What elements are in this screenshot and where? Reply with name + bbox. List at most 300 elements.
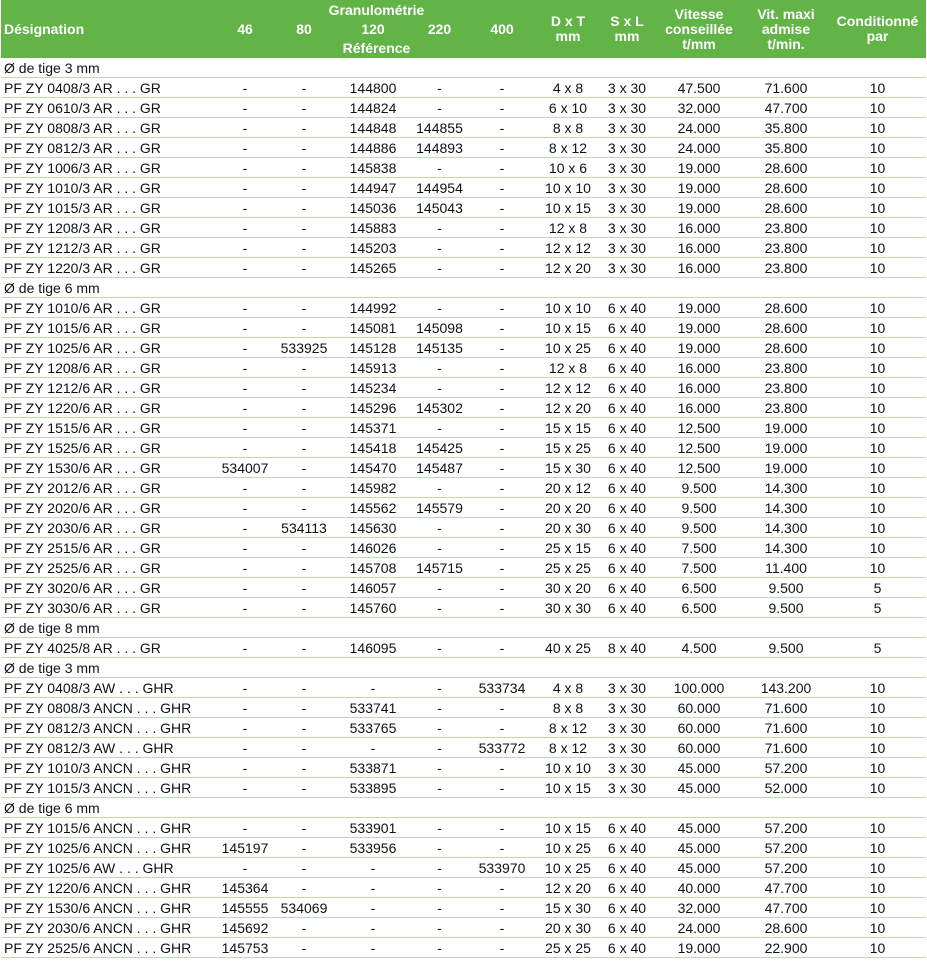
table-row	[1, 78, 926, 98]
cell-sxl: 3 x 30	[599, 778, 655, 798]
cell-conditionnement: 10	[829, 858, 926, 878]
table-row	[1, 898, 926, 918]
cell-vitesse: 47.500	[655, 78, 743, 98]
cell-conditionnement: 10	[829, 678, 926, 698]
cell-grain-46: -	[216, 578, 274, 598]
table-row	[1, 238, 926, 258]
cell-designation: PF ZY 0812/3 AR . . . GR	[1, 138, 216, 158]
cell-sxl: 3 x 30	[599, 238, 655, 258]
cell-grain-120: 144992	[334, 298, 412, 318]
header-dxt: D x T mm	[537, 0, 599, 58]
cell-sxl: 3 x 30	[599, 258, 655, 278]
cell-designation: PF ZY 0408/3 AW . . . GHR	[1, 678, 216, 698]
cell-vit-maxi: 35.800	[743, 138, 829, 158]
table-row	[1, 178, 926, 198]
cell-grain-220: -	[412, 98, 467, 118]
cell-grain-120: -	[334, 918, 412, 938]
cell-grain-400: -	[467, 238, 537, 258]
cell-vit-maxi: 22.900	[743, 938, 829, 958]
cell-grain-46: 145364	[216, 878, 274, 898]
cell-grain-80: -	[274, 78, 334, 98]
cell-sxl: 3 x 30	[599, 678, 655, 698]
cell-sxl: 6 x 40	[599, 478, 655, 498]
cell-grain-400: 533734	[467, 678, 537, 698]
cell-dxt: 25 x 25	[537, 938, 599, 958]
cell-sxl: 6 x 40	[599, 558, 655, 578]
cell-sxl: 6 x 40	[599, 838, 655, 858]
cell-grain-46: 145197	[216, 838, 274, 858]
cell-vitesse: 45.000	[655, 758, 743, 778]
cell-conditionnement: 10	[829, 818, 926, 838]
cell-vitesse: 19.000	[655, 158, 743, 178]
cell-vit-maxi: 28.600	[743, 198, 829, 218]
cell-vitesse: 19.000	[655, 338, 743, 358]
cell-dxt: 12 x 8	[537, 358, 599, 378]
cell-grain-80: -	[274, 378, 334, 398]
cell-grain-46: -	[216, 338, 274, 358]
cell-grain-400: -	[467, 538, 537, 558]
cell-conditionnement: 10	[829, 258, 926, 278]
cell-grain-80: -	[274, 498, 334, 518]
cell-grain-220: 145302	[412, 398, 467, 418]
cell-grain-46: -	[216, 98, 274, 118]
cell-grain-80: -	[274, 558, 334, 578]
cell-conditionnement: 10	[829, 838, 926, 858]
cell-grain-120: 145371	[334, 418, 412, 438]
cell-grain-220: -	[412, 918, 467, 938]
cell-grain-220: -	[412, 878, 467, 898]
cell-sxl: 3 x 30	[599, 158, 655, 178]
cell-conditionnement: 10	[829, 378, 926, 398]
cell-vitesse: 24.000	[655, 918, 743, 938]
cell-sxl: 6 x 40	[599, 918, 655, 938]
cell-designation: PF ZY 3030/6 AR . . . GR	[1, 598, 216, 618]
cell-designation: PF ZY 1015/3 AR . . . GR	[1, 198, 216, 218]
cell-vit-maxi: 57.200	[743, 818, 829, 838]
cell-conditionnement: 5	[829, 638, 926, 658]
cell-designation: PF ZY 2515/6 AR . . . GR	[1, 538, 216, 558]
cell-dxt: 8 x 12	[537, 718, 599, 738]
cell-grain-120: 146095	[334, 638, 412, 658]
cell-vit-maxi: 143.200	[743, 678, 829, 698]
cell-designation: PF ZY 1212/3 AR . . . GR	[1, 238, 216, 258]
cell-vitesse: 16.000	[655, 358, 743, 378]
cell-grain-220: 144893	[412, 138, 467, 158]
cell-grain-46: -	[216, 638, 274, 658]
cell-grain-80: -	[274, 578, 334, 598]
cell-grain-400: -	[467, 818, 537, 838]
cell-grain-80: -	[274, 238, 334, 258]
table-row	[1, 698, 926, 718]
cell-grain-120: 145234	[334, 378, 412, 398]
table-row	[1, 198, 926, 218]
header-grain-80: 80	[274, 20, 334, 38]
cell-vit-maxi: 19.000	[743, 458, 829, 478]
cell-grain-220: -	[412, 758, 467, 778]
cell-sxl: 3 x 30	[599, 118, 655, 138]
cell-designation: PF ZY 1010/3 ANCN . . . GHR	[1, 758, 216, 778]
cell-designation: PF ZY 1220/3 AR . . . GR	[1, 258, 216, 278]
cell-grain-46: 145692	[216, 918, 274, 938]
header-grain-400: 400	[467, 20, 537, 38]
cell-grain-120: 145296	[334, 398, 412, 418]
cell-dxt: 10 x 25	[537, 838, 599, 858]
cell-designation: PF ZY 0812/3 AW . . . GHR	[1, 738, 216, 758]
cell-dxt: 20 x 12	[537, 478, 599, 498]
table-row	[1, 498, 926, 518]
cell-vitesse: 24.000	[655, 118, 743, 138]
table-row	[1, 378, 926, 398]
cell-vit-maxi: 57.200	[743, 758, 829, 778]
cell-grain-220: -	[412, 418, 467, 438]
cell-grain-80: -	[274, 738, 334, 758]
cell-vitesse: 60.000	[655, 698, 743, 718]
cell-vit-maxi: 23.800	[743, 378, 829, 398]
cell-grain-80: -	[274, 878, 334, 898]
cell-dxt: 25 x 15	[537, 538, 599, 558]
cell-grain-220: 145715	[412, 558, 467, 578]
cell-grain-220: 145579	[412, 498, 467, 518]
cell-vitesse: 7.500	[655, 538, 743, 558]
cell-grain-220: -	[412, 258, 467, 278]
table-row	[1, 778, 926, 798]
cell-grain-46: -	[216, 138, 274, 158]
cell-grain-46: -	[216, 178, 274, 198]
table-row	[1, 638, 926, 658]
header-designation: Désignation	[1, 0, 216, 58]
cell-grain-220: -	[412, 158, 467, 178]
cell-sxl: 6 x 40	[599, 438, 655, 458]
table-row	[1, 338, 926, 358]
cell-dxt: 20 x 30	[537, 518, 599, 538]
cell-grain-120: 533871	[334, 758, 412, 778]
cell-grain-400: 533772	[467, 738, 537, 758]
cell-vit-maxi: 23.800	[743, 218, 829, 238]
cell-grain-220: -	[412, 538, 467, 558]
cell-designation: PF ZY 1010/6 AR . . . GR	[1, 298, 216, 318]
cell-grain-46: -	[216, 398, 274, 418]
cell-grain-80: -	[274, 938, 334, 958]
section-title: Ø de tige 3 mm	[1, 658, 926, 678]
cell-designation: PF ZY 1010/3 AR . . . GR	[1, 178, 216, 198]
cell-grain-46: -	[216, 438, 274, 458]
cell-grain-220: -	[412, 778, 467, 798]
cell-grain-400: -	[467, 698, 537, 718]
cell-vitesse: 19.000	[655, 178, 743, 198]
cell-designation: PF ZY 1015/6 AR . . . GR	[1, 318, 216, 338]
table-row	[1, 478, 926, 498]
cell-vit-maxi: 71.600	[743, 698, 829, 718]
cell-designation: PF ZY 1530/6 AR . . . GR	[1, 458, 216, 478]
cell-grain-46: -	[216, 598, 274, 618]
cell-designation: PF ZY 1220/6 ANCN . . . GHR	[1, 878, 216, 898]
cell-grain-46: -	[216, 818, 274, 838]
header-reference: Référence	[216, 38, 537, 58]
cell-grain-220: -	[412, 698, 467, 718]
cell-grain-120: 533895	[334, 778, 412, 798]
cell-sxl: 6 x 40	[599, 598, 655, 618]
table-row	[1, 578, 926, 598]
cell-grain-120: 145265	[334, 258, 412, 278]
cell-grain-46: -	[216, 538, 274, 558]
cell-grain-46: -	[216, 118, 274, 138]
cell-grain-220: -	[412, 358, 467, 378]
section-header-row	[1, 278, 926, 298]
cell-sxl: 6 x 40	[599, 298, 655, 318]
cell-grain-46: -	[216, 698, 274, 718]
cell-designation: PF ZY 4025/8 AR . . . GR	[1, 638, 216, 658]
cell-grain-80: -	[274, 458, 334, 478]
cell-sxl: 6 x 40	[599, 418, 655, 438]
cell-conditionnement: 10	[829, 898, 926, 918]
table-row	[1, 258, 926, 278]
cell-sxl: 6 x 40	[599, 518, 655, 538]
cell-grain-400: -	[467, 338, 537, 358]
cell-dxt: 10 x 15	[537, 778, 599, 798]
cell-grain-400: -	[467, 318, 537, 338]
cell-grain-120: 145128	[334, 338, 412, 358]
cell-conditionnement: 10	[829, 138, 926, 158]
cell-vit-maxi: 52.000	[743, 778, 829, 798]
cell-grain-400: -	[467, 478, 537, 498]
cell-grain-80: -	[274, 838, 334, 858]
cell-grain-80: -	[274, 138, 334, 158]
cell-dxt: 8 x 12	[537, 738, 599, 758]
cell-vit-maxi: 47.700	[743, 898, 829, 918]
cell-conditionnement: 10	[829, 698, 926, 718]
cell-dxt: 4 x 8	[537, 678, 599, 698]
cell-grain-400: -	[467, 118, 537, 138]
cell-vit-maxi: 23.800	[743, 358, 829, 378]
cell-dxt: 40 x 25	[537, 638, 599, 658]
cell-vitesse: 45.000	[655, 778, 743, 798]
cell-vitesse: 16.000	[655, 378, 743, 398]
table-row	[1, 298, 926, 318]
cell-grain-400: -	[467, 218, 537, 238]
cell-conditionnement: 10	[829, 918, 926, 938]
cell-grain-220: -	[412, 218, 467, 238]
cell-sxl: 3 x 30	[599, 698, 655, 718]
cell-grain-400: -	[467, 938, 537, 958]
cell-sxl: 6 x 40	[599, 878, 655, 898]
cell-vit-maxi: 14.300	[743, 498, 829, 518]
cell-grain-120: 144800	[334, 78, 412, 98]
cell-grain-80: -	[274, 858, 334, 878]
section-title: Ø de tige 8 mm	[1, 618, 926, 638]
cell-designation: PF ZY 1530/6 ANCN . . . GHR	[1, 898, 216, 918]
cell-vit-maxi: 14.300	[743, 518, 829, 538]
cell-vitesse: 12.500	[655, 418, 743, 438]
cell-sxl: 6 x 40	[599, 498, 655, 518]
cell-conditionnement: 10	[829, 518, 926, 538]
cell-grain-46: 534007	[216, 458, 274, 478]
cell-grain-400: 533970	[467, 858, 537, 878]
cell-grain-80: -	[274, 818, 334, 838]
cell-grain-220: 145487	[412, 458, 467, 478]
cell-grain-80: -	[274, 598, 334, 618]
cell-conditionnement: 10	[829, 298, 926, 318]
cell-dxt: 6 x 10	[537, 98, 599, 118]
cell-grain-80: -	[274, 918, 334, 938]
cell-grain-120: 144886	[334, 138, 412, 158]
cell-grain-400: -	[467, 78, 537, 98]
table-row	[1, 918, 926, 938]
cell-conditionnement: 10	[829, 558, 926, 578]
table-row	[1, 558, 926, 578]
cell-grain-120: 145630	[334, 518, 412, 538]
cell-designation: PF ZY 1025/6 AW . . . GHR	[1, 858, 216, 878]
cell-grain-120: 145708	[334, 558, 412, 578]
cell-grain-80: 533925	[274, 338, 334, 358]
cell-vit-maxi: 28.600	[743, 298, 829, 318]
cell-grain-220: -	[412, 298, 467, 318]
cell-grain-46: 145753	[216, 938, 274, 958]
cell-grain-400: -	[467, 718, 537, 738]
cell-grain-46: -	[216, 518, 274, 538]
cell-designation: PF ZY 0808/3 ANCN . . . GHR	[1, 698, 216, 718]
cell-grain-80: -	[274, 118, 334, 138]
cell-dxt: 12 x 12	[537, 378, 599, 398]
cell-conditionnement: 10	[829, 178, 926, 198]
cell-vitesse: 60.000	[655, 718, 743, 738]
cell-conditionnement: 10	[829, 78, 926, 98]
cell-grain-120: -	[334, 678, 412, 698]
cell-grain-46: -	[216, 718, 274, 738]
cell-grain-80: -	[274, 678, 334, 698]
cell-conditionnement: 10	[829, 398, 926, 418]
cell-conditionnement: 10	[829, 358, 926, 378]
table-row	[1, 458, 926, 478]
cell-conditionnement: 5	[829, 598, 926, 618]
cell-grain-80: 534069	[274, 898, 334, 918]
cell-dxt: 10 x 15	[537, 818, 599, 838]
cell-vit-maxi: 47.700	[743, 98, 829, 118]
table-body	[1, 58, 926, 958]
table-row	[1, 418, 926, 438]
cell-grain-120: 145470	[334, 458, 412, 478]
cell-sxl: 6 x 40	[599, 398, 655, 418]
cell-grain-120: 144947	[334, 178, 412, 198]
cell-grain-80: -	[274, 398, 334, 418]
cell-conditionnement: 10	[829, 758, 926, 778]
cell-conditionnement: 10	[829, 318, 926, 338]
cell-grain-400: -	[467, 258, 537, 278]
cell-sxl: 6 x 40	[599, 338, 655, 358]
cell-sxl: 3 x 30	[599, 218, 655, 238]
cell-vit-maxi: 9.500	[743, 578, 829, 598]
cell-vitesse: 45.000	[655, 818, 743, 838]
section-title: Ø de tige 6 mm	[1, 798, 926, 818]
cell-conditionnement: 10	[829, 418, 926, 438]
cell-vit-maxi: 35.800	[743, 118, 829, 138]
cell-dxt: 20 x 30	[537, 918, 599, 938]
header-sxl: S x L mm	[599, 0, 655, 58]
cell-grain-80: -	[274, 318, 334, 338]
cell-grain-46: -	[216, 858, 274, 878]
cell-designation: PF ZY 1015/6 ANCN . . . GHR	[1, 818, 216, 838]
cell-vit-maxi: 57.200	[743, 838, 829, 858]
cell-conditionnement: 10	[829, 438, 926, 458]
cell-grain-120: 145418	[334, 438, 412, 458]
cell-grain-120: 145036	[334, 198, 412, 218]
cell-conditionnement: 10	[829, 158, 926, 178]
cell-vit-maxi: 19.000	[743, 438, 829, 458]
cell-dxt: 25 x 25	[537, 558, 599, 578]
cell-vit-maxi: 23.800	[743, 398, 829, 418]
cell-grain-120: 144824	[334, 98, 412, 118]
cell-grain-80: -	[274, 638, 334, 658]
cell-vitesse: 16.000	[655, 218, 743, 238]
cell-grain-120: 145883	[334, 218, 412, 238]
cell-grain-400: -	[467, 638, 537, 658]
cell-vitesse: 32.000	[655, 898, 743, 918]
cell-grain-46: -	[216, 738, 274, 758]
cell-grain-220: -	[412, 718, 467, 738]
cell-grain-80: -	[274, 298, 334, 318]
cell-dxt: 4 x 8	[537, 78, 599, 98]
cell-grain-46: -	[216, 158, 274, 178]
cell-grain-46: -	[216, 78, 274, 98]
cell-dxt: 10 x 15	[537, 318, 599, 338]
cell-vitesse: 60.000	[655, 738, 743, 758]
cell-conditionnement: 10	[829, 938, 926, 958]
section-header-row	[1, 58, 926, 78]
cell-vit-maxi: 19.000	[743, 418, 829, 438]
cell-vit-maxi: 9.500	[743, 638, 829, 658]
cell-grain-400: -	[467, 358, 537, 378]
cell-grain-220: 145043	[412, 198, 467, 218]
cell-designation: PF ZY 0808/3 AR . . . GR	[1, 118, 216, 138]
cell-vitesse: 32.000	[655, 98, 743, 118]
cell-dxt: 10 x 10	[537, 298, 599, 318]
cell-vit-maxi: 23.800	[743, 258, 829, 278]
cell-designation: PF ZY 1212/6 AR . . . GR	[1, 378, 216, 398]
cell-grain-400: -	[467, 458, 537, 478]
cell-sxl: 6 x 40	[599, 358, 655, 378]
header-grain-46: 46	[216, 20, 274, 38]
cell-vitesse: 40.000	[655, 878, 743, 898]
cell-grain-120: 533765	[334, 718, 412, 738]
table-row	[1, 738, 926, 758]
cell-grain-220: -	[412, 238, 467, 258]
table-row	[1, 838, 926, 858]
cell-grain-120: 145838	[334, 158, 412, 178]
cell-grain-120: 533956	[334, 838, 412, 858]
cell-grain-120: -	[334, 878, 412, 898]
cell-vitesse: 9.500	[655, 498, 743, 518]
cell-grain-400: -	[467, 758, 537, 778]
section-header-row	[1, 658, 926, 678]
cell-designation: PF ZY 1015/3 ANCN . . . GHR	[1, 778, 216, 798]
header-vitesse: Vitesse conseillée t/mm	[655, 0, 743, 58]
cell-grain-80: -	[274, 98, 334, 118]
cell-grain-46: 145555	[216, 898, 274, 918]
cell-designation: PF ZY 1006/3 AR . . . GR	[1, 158, 216, 178]
cell-grain-46: -	[216, 758, 274, 778]
cell-conditionnement: 10	[829, 498, 926, 518]
table-row	[1, 878, 926, 898]
product-table-container	[1, 0, 926, 958]
cell-grain-400: -	[467, 438, 537, 458]
cell-designation: PF ZY 1515/6 AR . . . GR	[1, 418, 216, 438]
header-conditionne: Conditionné par	[829, 0, 926, 58]
table-row	[1, 758, 926, 778]
cell-grain-120: 146057	[334, 578, 412, 598]
cell-vitesse: 19.000	[655, 318, 743, 338]
table-row	[1, 678, 926, 698]
cell-grain-400: -	[467, 598, 537, 618]
cell-grain-220: -	[412, 858, 467, 878]
